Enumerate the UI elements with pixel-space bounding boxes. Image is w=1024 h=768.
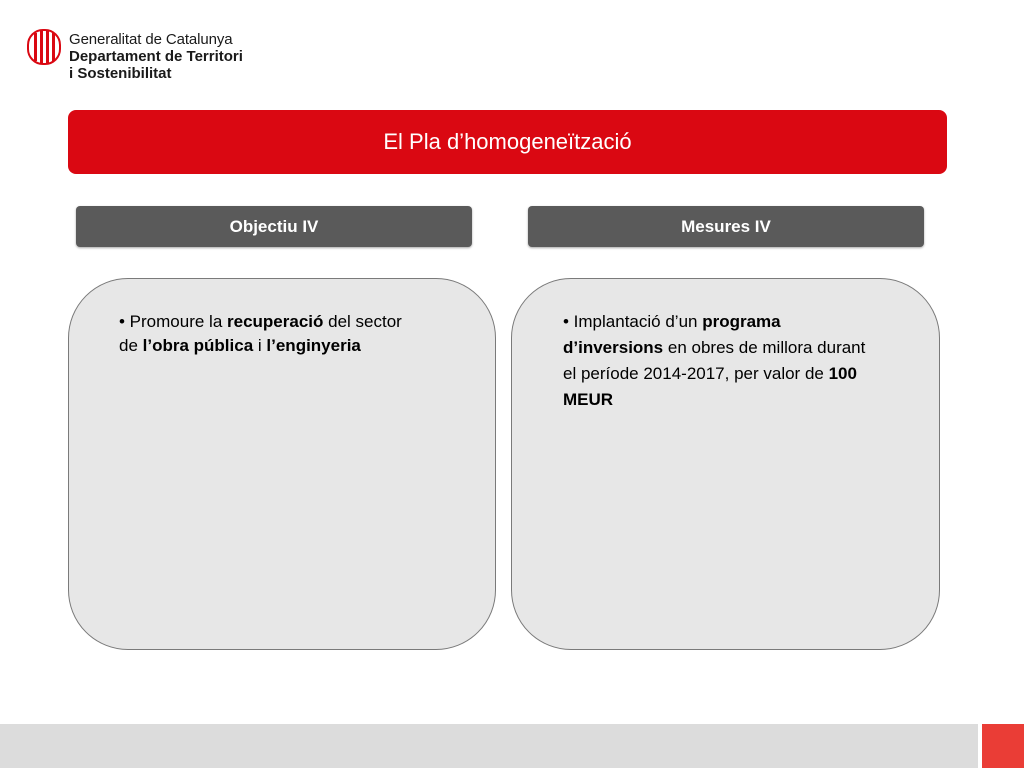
objective-text-part: i [253, 336, 267, 355]
generalitat-logo-icon [27, 29, 61, 65]
slide-title: El Pla d’homogeneïtzació [383, 129, 632, 154]
objective-text [119, 310, 419, 358]
org-name-line2: Departament de Territori [69, 48, 243, 65]
objective-text-bold: l’obra pública [142, 336, 254, 355]
objective-text-bold: l’enginyeria [266, 336, 361, 355]
measures-box [511, 278, 940, 650]
measures-text-part: • Implantació d’un [563, 312, 703, 331]
measures-text-bold: 100 MEUR [563, 364, 857, 409]
footer-bar [0, 724, 1024, 768]
measures-heading: Mesures IV [528, 206, 924, 247]
objective-heading: Objectiu IV [76, 206, 472, 247]
organization-name [69, 31, 243, 82]
title-banner [68, 110, 947, 174]
org-name-line3: i Sostenibilitat [69, 65, 172, 82]
objective-text-part: del sector de [119, 312, 402, 355]
objective-box [68, 278, 496, 650]
objective-text-bold: recuperació [227, 312, 324, 331]
footer-accent [982, 724, 1024, 768]
measures-text-part: en obres de millora durant el període 2014-2017, per valor de [563, 338, 866, 383]
org-name-line1: Generalitat de Catalunya [69, 31, 233, 48]
objective-text-part: • Promoure la [119, 312, 227, 331]
measures-text-bold: programa d’inversions [563, 312, 781, 357]
measures-text [563, 309, 873, 413]
